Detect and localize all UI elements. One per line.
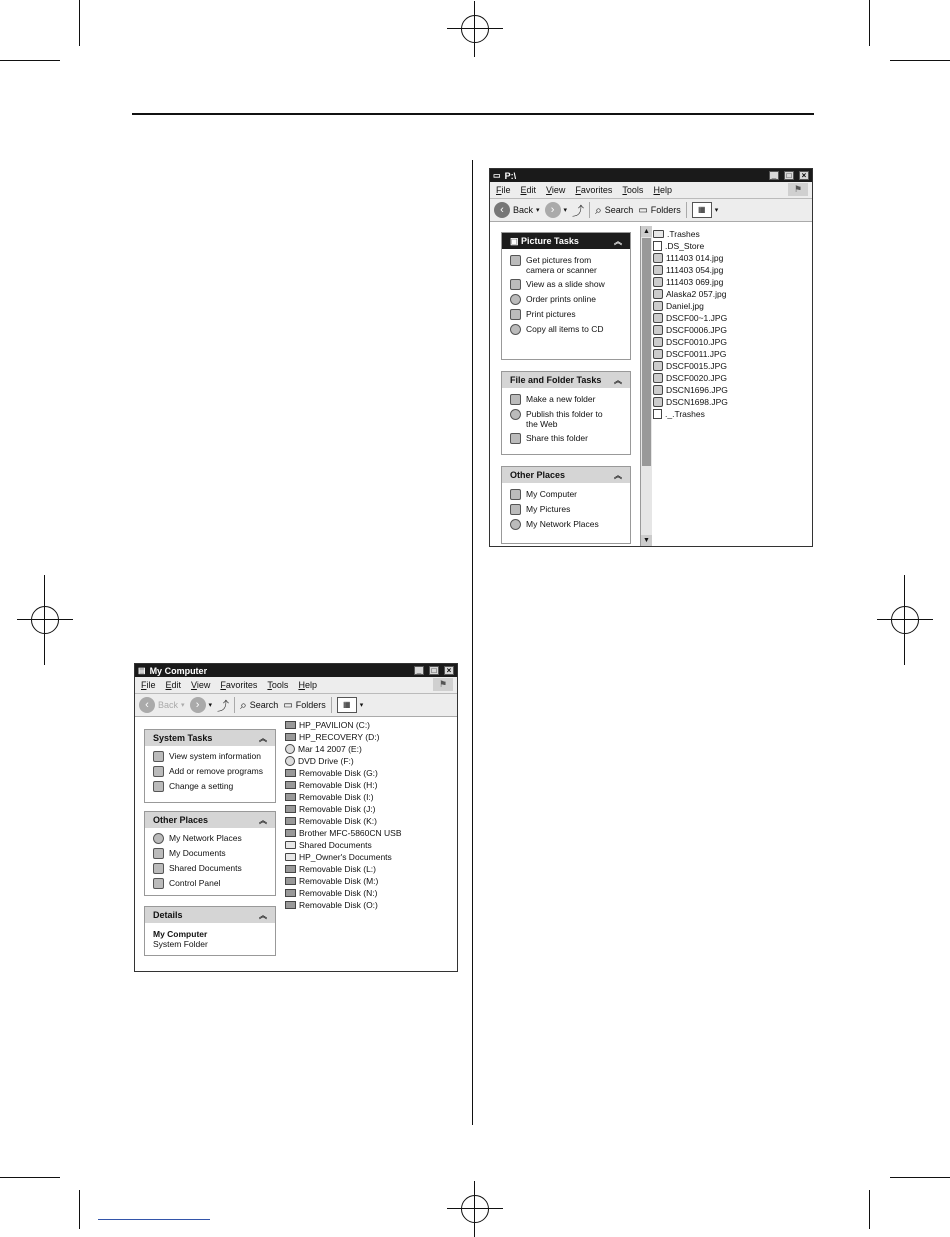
window-title: P:\	[504, 170, 517, 181]
explorer-window-drive-p	[489, 168, 813, 547]
menu-view[interactable]: View	[546, 185, 566, 195]
maximize-button[interactable]: □	[784, 171, 794, 180]
list-item[interactable]	[285, 803, 402, 815]
image-file-icon	[653, 265, 663, 275]
menu-file[interactable]: File	[496, 185, 511, 195]
removable-disk-icon	[285, 877, 296, 885]
drive-name: Removable Disk (M:)	[299, 876, 379, 886]
file-name: ._.Trashes	[665, 409, 705, 419]
registration-mark-right	[885, 600, 925, 640]
menu-tools[interactable]: Tools	[622, 185, 644, 195]
toolbar	[135, 694, 457, 717]
folder-icon	[653, 230, 664, 238]
collapse-chevron-icon[interactable]: ︽	[259, 733, 267, 743]
list-item[interactable]	[653, 252, 728, 264]
collapse-chevron-icon[interactable]: ︽	[614, 236, 622, 246]
drive-name: HP_Owner's Documents	[299, 852, 392, 862]
list-item[interactable]	[285, 827, 402, 839]
up-folder-button[interactable]	[217, 697, 229, 714]
search-button[interactable]	[240, 698, 278, 713]
window-title: My Computer	[149, 665, 208, 676]
details-panel	[144, 906, 276, 956]
windows-logo-icon: ⚑	[433, 678, 453, 691]
image-file-icon	[653, 349, 663, 359]
removable-disk-icon	[285, 889, 296, 897]
drive-name: Shared Documents	[299, 840, 372, 850]
list-item[interactable]	[285, 839, 402, 851]
up-folder-button[interactable]	[572, 202, 584, 219]
file-name: .DS_Store	[665, 241, 705, 251]
list-item[interactable]	[653, 360, 728, 372]
list-item[interactable]	[653, 288, 728, 300]
list-item[interactable]	[653, 264, 728, 276]
views-icon: ▦	[692, 202, 712, 218]
list-item[interactable]	[653, 336, 728, 348]
other-places-panel	[144, 811, 276, 896]
drive-name: Removable Disk (N:)	[299, 888, 378, 898]
task-label: Add or remove programs	[169, 766, 264, 776]
maximize-button[interactable]: □	[429, 666, 439, 675]
place-network-places[interactable]	[510, 519, 630, 530]
drive-name: Removable Disk (G:)	[299, 768, 378, 778]
top-rule	[132, 113, 814, 115]
forward-arrow-icon: ›	[190, 697, 206, 713]
other-places-header[interactable]	[145, 812, 275, 828]
task-publish-web[interactable]	[510, 409, 630, 429]
image-file-icon	[653, 277, 663, 287]
task-pane	[490, 222, 640, 546]
details-title: Details	[153, 910, 183, 920]
documents-folder-icon	[153, 848, 164, 859]
collapse-chevron-icon[interactable]: ︽	[614, 470, 622, 480]
place-label: My Documents	[169, 848, 226, 858]
crop-mark	[869, 1190, 870, 1229]
file-name: DSCN1696.JPG	[666, 385, 728, 395]
list-item[interactable]	[653, 408, 728, 420]
slideshow-icon	[510, 279, 521, 290]
cd-icon	[510, 324, 521, 335]
add-remove-icon	[153, 766, 164, 777]
hard-drive-icon	[285, 733, 296, 741]
folders-button[interactable]	[638, 205, 680, 216]
other-places-header[interactable]	[502, 467, 630, 483]
picture-tasks-header[interactable]	[502, 233, 630, 249]
task-change-setting[interactable]	[153, 781, 275, 792]
task-label: Get pictures from camera or scanner	[526, 255, 597, 275]
other-places-title: Other Places	[153, 815, 209, 825]
system-tasks-title: System Tasks	[153, 733, 213, 743]
file-name: DSCN1698.JPG	[666, 397, 728, 407]
list-item[interactable]	[285, 875, 402, 887]
image-file-icon	[653, 361, 663, 371]
pictures-folder-icon	[510, 504, 521, 515]
list-item[interactable]	[285, 767, 402, 779]
printer-device-icon	[285, 829, 296, 837]
toolbar-separator	[589, 202, 590, 218]
task-add-remove[interactable]	[153, 766, 275, 777]
search-icon: ⌕	[240, 697, 247, 712]
toolbar-separator	[234, 697, 235, 713]
footer-link	[98, 1219, 210, 1220]
other-places-panel	[501, 466, 631, 544]
file-name: Daniel.jpg	[666, 301, 704, 311]
place-label: Control Panel	[169, 878, 221, 888]
globe-icon	[510, 409, 521, 420]
back-button[interactable]	[494, 202, 540, 218]
list-item[interactable]	[285, 887, 402, 899]
crop-mark	[79, 0, 80, 46]
menu-help[interactable]: Help	[298, 680, 317, 690]
file-name: DSCF0010.JPG	[666, 337, 727, 347]
cd-icon	[285, 744, 295, 754]
list-item[interactable]	[653, 348, 728, 360]
dropdown-arrow-icon: ▾	[181, 702, 185, 709]
file-folder-tasks-panel	[501, 371, 631, 455]
place-my-documents[interactable]	[153, 848, 275, 859]
list-item[interactable]	[285, 863, 402, 875]
control-panel-icon	[153, 878, 164, 889]
image-file-icon	[653, 253, 663, 263]
drive-name: Removable Disk (H:)	[299, 780, 378, 790]
list-item[interactable]	[653, 384, 728, 396]
system-tasks-header[interactable]	[145, 730, 275, 746]
window-body	[135, 717, 457, 971]
list-item[interactable]	[285, 815, 402, 827]
place-label: My Network Places	[169, 833, 242, 843]
task-label: Publish this folder to the Web	[526, 409, 603, 429]
drive-list	[285, 719, 402, 911]
menu-favorites[interactable]: Favorites	[575, 185, 613, 195]
list-item[interactable]	[285, 779, 402, 791]
toolbar	[490, 199, 812, 222]
drive-icon: ▭	[493, 171, 501, 180]
search-label: Search	[249, 700, 279, 710]
folder-icon	[285, 841, 296, 849]
menu-file[interactable]: File	[141, 680, 156, 690]
scroll-down-icon[interactable]: ▼	[641, 535, 652, 546]
crop-mark	[890, 1177, 950, 1178]
removable-disk-icon	[285, 817, 296, 825]
forward-arrow-icon: ›	[545, 202, 561, 218]
toolbar-separator	[331, 697, 332, 713]
task-label: Share this folder	[526, 433, 588, 443]
task-get-pictures[interactable]	[510, 255, 630, 275]
removable-disk-icon	[285, 793, 296, 801]
search-label: Search	[604, 205, 634, 215]
file-folder-tasks-title: File and Folder Tasks	[510, 375, 602, 385]
explorer-window-my-computer	[134, 663, 458, 972]
folders-button[interactable]	[283, 700, 325, 711]
hard-drive-icon	[285, 721, 296, 729]
minimize-button[interactable]: _	[414, 666, 424, 675]
drive-name: HP_PAVILION (C:)	[299, 720, 371, 730]
close-button[interactable]: ×	[444, 666, 454, 675]
back-label: Back	[513, 205, 534, 215]
drive-name: Removable Disk (I:)	[299, 792, 374, 802]
crop-mark	[869, 0, 870, 46]
collapse-chevron-icon[interactable]: ︽	[614, 375, 622, 385]
title-bar	[490, 169, 812, 182]
back-arrow-icon: ‹	[494, 202, 510, 218]
file-name: .Trashes	[667, 229, 700, 239]
task-slide-show[interactable]	[510, 279, 630, 290]
registration-mark-bottom	[455, 1189, 495, 1229]
details-header[interactable]	[145, 907, 275, 923]
task-label: Copy all items to CD	[526, 324, 604, 334]
crop-mark	[79, 1190, 80, 1229]
list-item[interactable]	[285, 851, 402, 863]
task-label: Change a setting	[169, 781, 234, 791]
dropdown-arrow-icon: ▾	[208, 702, 213, 709]
task-order-prints[interactable]	[510, 294, 630, 305]
folders-label: Folders	[295, 700, 326, 710]
menu-tools[interactable]: Tools	[267, 680, 289, 690]
my-computer-icon: ▤	[138, 666, 146, 675]
task-label: Make a new folder	[526, 394, 596, 404]
menu-bar	[135, 677, 457, 694]
removable-disk-icon	[285, 769, 296, 777]
list-item[interactable]	[285, 791, 402, 803]
image-file-icon	[653, 337, 663, 347]
drive-name: Removable Disk (K:)	[299, 816, 377, 826]
folders-label: Folders	[650, 205, 681, 215]
new-folder-icon	[510, 394, 521, 405]
task-system-info[interactable]	[153, 751, 275, 762]
registration-mark-top	[455, 9, 495, 49]
file-list	[653, 228, 728, 420]
crop-mark	[0, 1177, 60, 1178]
computer-icon	[510, 489, 521, 500]
image-file-icon	[653, 289, 663, 299]
drive-name: Brother MFC-5860CN USB	[299, 828, 402, 838]
place-label: My Computer	[526, 489, 578, 499]
list-item[interactable]	[653, 228, 728, 240]
back-label: Back	[158, 700, 179, 710]
column-divider	[472, 160, 473, 1125]
file-name: DSCF0006.JPG	[666, 325, 727, 335]
list-item[interactable]	[653, 312, 728, 324]
folders-icon: ▭	[283, 699, 293, 711]
dropdown-arrow-icon: ▾	[563, 207, 568, 214]
file-folder-tasks-header[interactable]	[502, 372, 630, 388]
collapse-chevron-icon[interactable]: ︽	[259, 815, 267, 825]
file-name: Alaska2 057.jpg	[666, 289, 727, 299]
other-places-title: Other Places	[510, 470, 566, 480]
task-pane-scrollbar[interactable]	[640, 226, 652, 546]
task-label: View as a slide show	[526, 279, 605, 289]
place-my-computer[interactable]	[510, 489, 630, 500]
task-label: Order prints online	[526, 294, 596, 304]
list-item[interactable]	[285, 743, 402, 755]
shared-folder-icon	[153, 863, 164, 874]
drive-name: Removable Disk (O:)	[299, 900, 378, 910]
close-button[interactable]: ×	[799, 171, 809, 180]
registration-mark-left	[25, 600, 65, 640]
image-file-icon	[653, 301, 663, 311]
network-icon	[153, 833, 164, 844]
task-pane	[135, 717, 283, 971]
printer-icon	[510, 309, 521, 320]
drive-name: Mar 14 2007 (E:)	[298, 744, 362, 754]
list-item[interactable]	[653, 324, 728, 336]
drive-name: HP_RECOVERY (D:)	[299, 732, 380, 742]
window-body	[490, 222, 812, 546]
dvd-drive-icon	[285, 756, 295, 766]
list-item[interactable]	[653, 240, 728, 252]
search-button[interactable]	[595, 203, 633, 218]
drive-name: Removable Disk (L:)	[299, 864, 376, 874]
file-name: DSCF0020.JPG	[666, 373, 727, 383]
list-item[interactable]	[285, 731, 402, 743]
image-file-icon	[653, 313, 663, 323]
menu-favorites[interactable]: Favorites	[220, 680, 258, 690]
image-file-icon	[653, 325, 663, 335]
views-button[interactable]	[337, 697, 364, 713]
list-item[interactable]	[653, 396, 728, 408]
task-share-folder[interactable]	[510, 433, 630, 444]
toolbar-separator	[686, 202, 687, 218]
details-type: System Folder	[153, 939, 208, 949]
removable-disk-icon	[285, 781, 296, 789]
share-folder-icon	[510, 433, 521, 444]
collapse-chevron-icon[interactable]: ︽	[259, 910, 267, 920]
file-name: 111403 014.jpg	[666, 253, 724, 263]
back-arrow-icon: ‹	[139, 697, 155, 713]
network-icon	[510, 519, 521, 530]
menu-help[interactable]: Help	[653, 185, 672, 195]
forward-button[interactable]	[190, 697, 213, 713]
scroll-up-icon[interactable]: ▲	[641, 226, 652, 237]
folder-icon	[285, 853, 296, 861]
file-icon	[653, 241, 662, 251]
task-new-folder[interactable]	[510, 394, 630, 405]
image-file-icon	[653, 373, 663, 383]
file-name: 111403 069.jpg	[666, 277, 724, 287]
file-name: DSCF0011.JPG	[666, 349, 727, 359]
minimize-button[interactable]: _	[769, 171, 779, 180]
removable-disk-icon	[285, 865, 296, 873]
picture-tasks-panel	[501, 232, 631, 360]
picture-tasks-icon: ▣	[510, 235, 522, 246]
crop-mark	[890, 60, 950, 61]
settings-icon	[153, 781, 164, 792]
list-item[interactable]	[285, 755, 402, 767]
task-copy-to-cd[interactable]	[510, 324, 630, 335]
folders-icon: ▭	[638, 204, 648, 216]
task-label: Print pictures	[526, 309, 576, 319]
removable-disk-icon	[285, 805, 296, 813]
title-bar	[135, 664, 457, 677]
list-item[interactable]	[285, 719, 402, 731]
list-item[interactable]	[653, 276, 728, 288]
crop-mark	[0, 60, 60, 61]
removable-disk-icon	[285, 901, 296, 909]
menu-view[interactable]: View	[191, 680, 211, 690]
up-folder-icon: ⤴	[217, 698, 230, 713]
place-label: Shared Documents	[169, 863, 242, 873]
place-label: My Pictures	[526, 504, 571, 514]
drive-name: Removable Disk (J:)	[299, 804, 376, 814]
place-network-places[interactable]	[153, 833, 275, 844]
system-tasks-panel	[144, 729, 276, 803]
place-my-pictures[interactable]	[510, 504, 630, 515]
search-icon: ⌕	[595, 202, 602, 217]
views-icon: ▦	[337, 697, 357, 713]
dropdown-arrow-icon: ▾	[359, 702, 364, 709]
camera-icon	[510, 255, 521, 266]
list-item[interactable]	[285, 899, 402, 911]
file-name: DSCF0015.JPG	[666, 361, 727, 371]
back-button[interactable]	[139, 697, 185, 713]
views-button[interactable]	[692, 202, 719, 218]
menu-bar	[490, 182, 812, 199]
scroll-thumb[interactable]	[642, 238, 651, 466]
place-label: My Network Places	[526, 519, 599, 529]
task-print-pictures[interactable]	[510, 309, 630, 320]
dropdown-arrow-icon: ▾	[536, 207, 540, 214]
place-shared-documents[interactable]	[153, 863, 275, 874]
place-control-panel[interactable]	[153, 878, 275, 889]
menu-edit[interactable]: Edit	[165, 680, 182, 690]
drive-name: DVD Drive (F:)	[298, 756, 354, 766]
dropdown-arrow-icon: ▾	[714, 207, 719, 214]
file-name: 111403 054.jpg	[666, 265, 724, 275]
details-name: My Computer	[153, 929, 208, 939]
system-info-icon	[153, 751, 164, 762]
file-icon	[653, 409, 662, 419]
windows-logo-icon: ⚑	[788, 183, 808, 196]
task-label: View system information	[169, 751, 261, 761]
forward-button[interactable]	[545, 202, 568, 218]
image-file-icon	[653, 397, 663, 407]
picture-tasks-title: Picture Tasks	[521, 235, 579, 246]
menu-edit[interactable]: Edit	[520, 185, 537, 195]
up-folder-icon: ⤴	[572, 203, 585, 218]
image-file-icon	[653, 385, 663, 395]
list-item[interactable]	[653, 300, 728, 312]
file-name: DSCF00~1.JPG	[666, 313, 728, 323]
list-item[interactable]	[653, 372, 728, 384]
globe-icon	[510, 294, 521, 305]
